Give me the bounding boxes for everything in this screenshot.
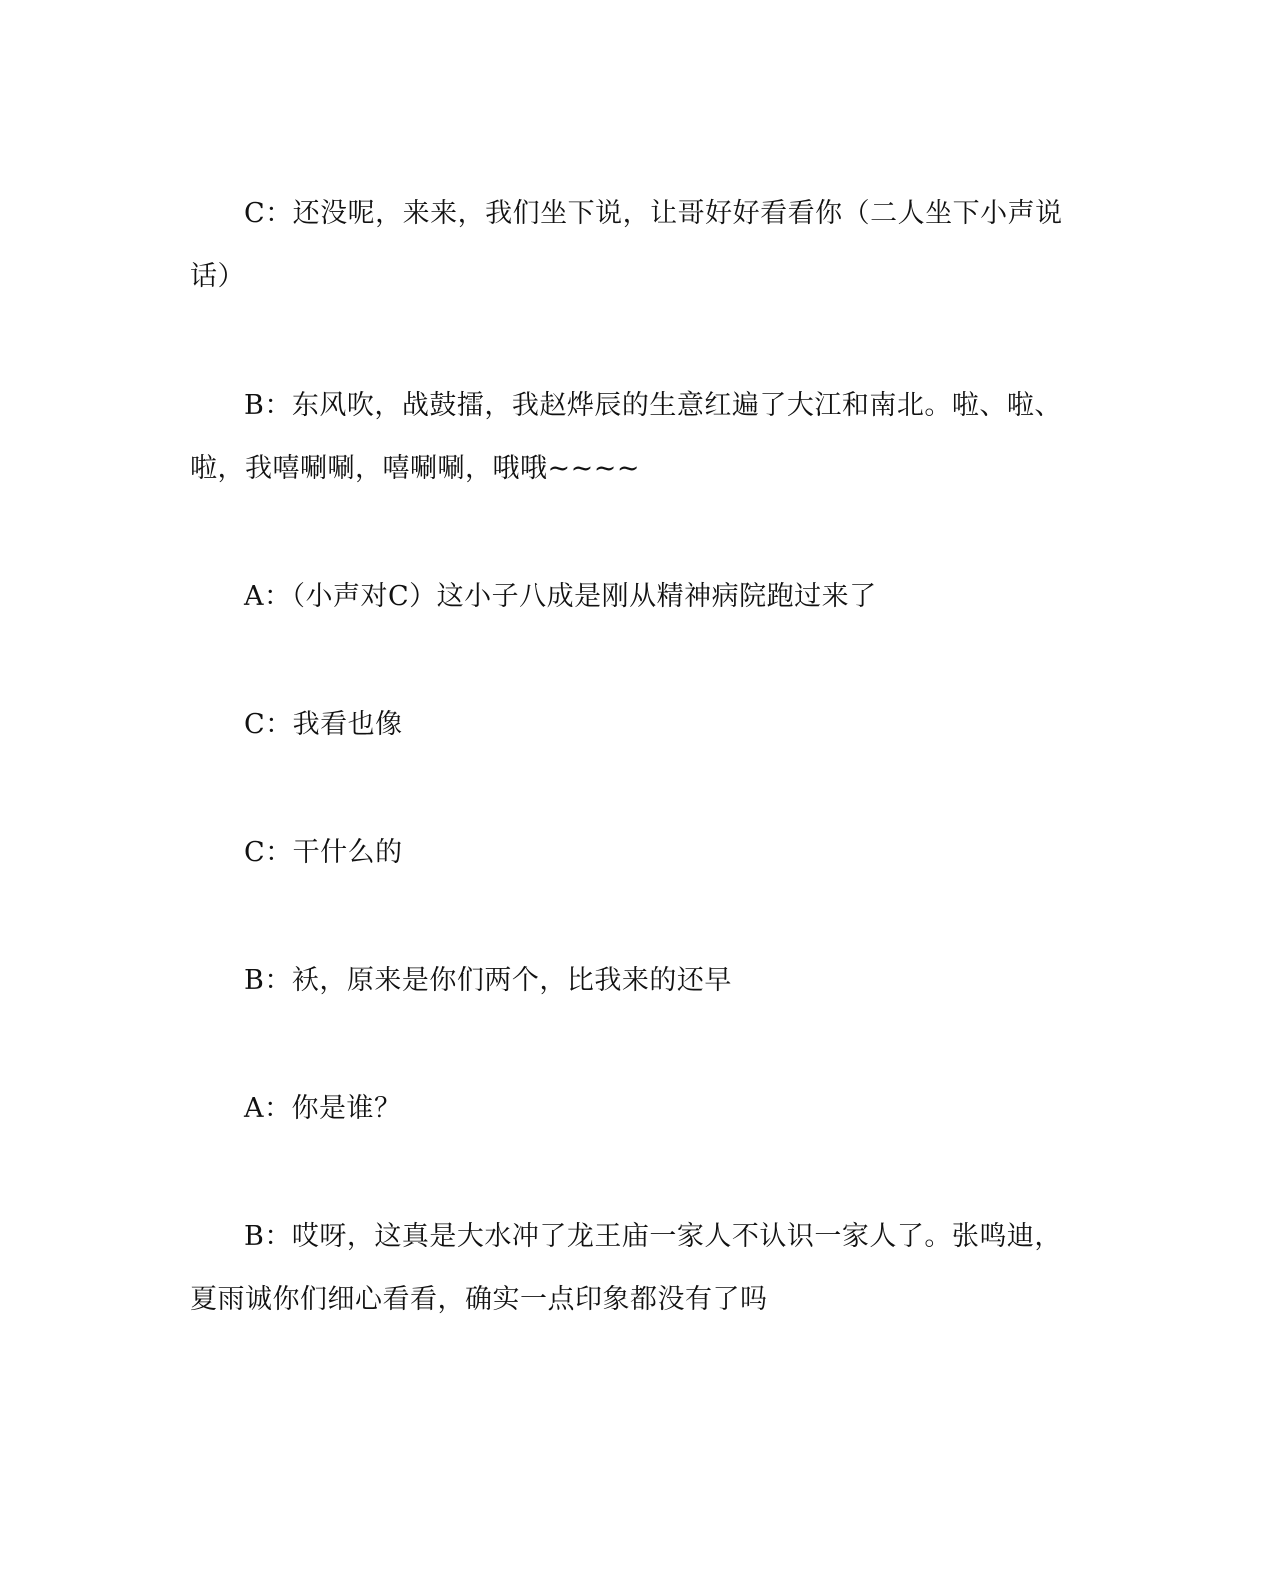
dialogue-paragraph-1: C：还没呢，来来，我们坐下说，让哥好好看看你（二人坐下小声说话）	[190, 198, 1063, 292]
dialogue-paragraph-8: B：哎呀，这真是大水冲了龙王庙一家人不认识一家人了。张鸣迪，夏雨诚你们细心看看，确实一点印象都没有了吗	[190, 1221, 1062, 1315]
dialogue-paragraph-3: A：（小声对C）这小子八成是刚从精神病院跑过来了	[244, 581, 877, 612]
dialogue-paragraph-5: C：干什么的	[244, 837, 403, 868]
dialogue-paragraph-2: B：东风吹，战鼓擂，我赵烨辰的生意红遍了大江和南北。啦、啦、啦，我嘻唰唰，嘻唰唰，哦哦~~~~	[190, 390, 1062, 484]
dialogue-paragraph-7: A：你是谁？	[244, 1093, 402, 1124]
dialogue-paragraph-6: B：袄，原来是你们两个，比我来的还早	[244, 965, 732, 996]
dialogue-paragraph-4: C：我看也像	[244, 709, 403, 740]
